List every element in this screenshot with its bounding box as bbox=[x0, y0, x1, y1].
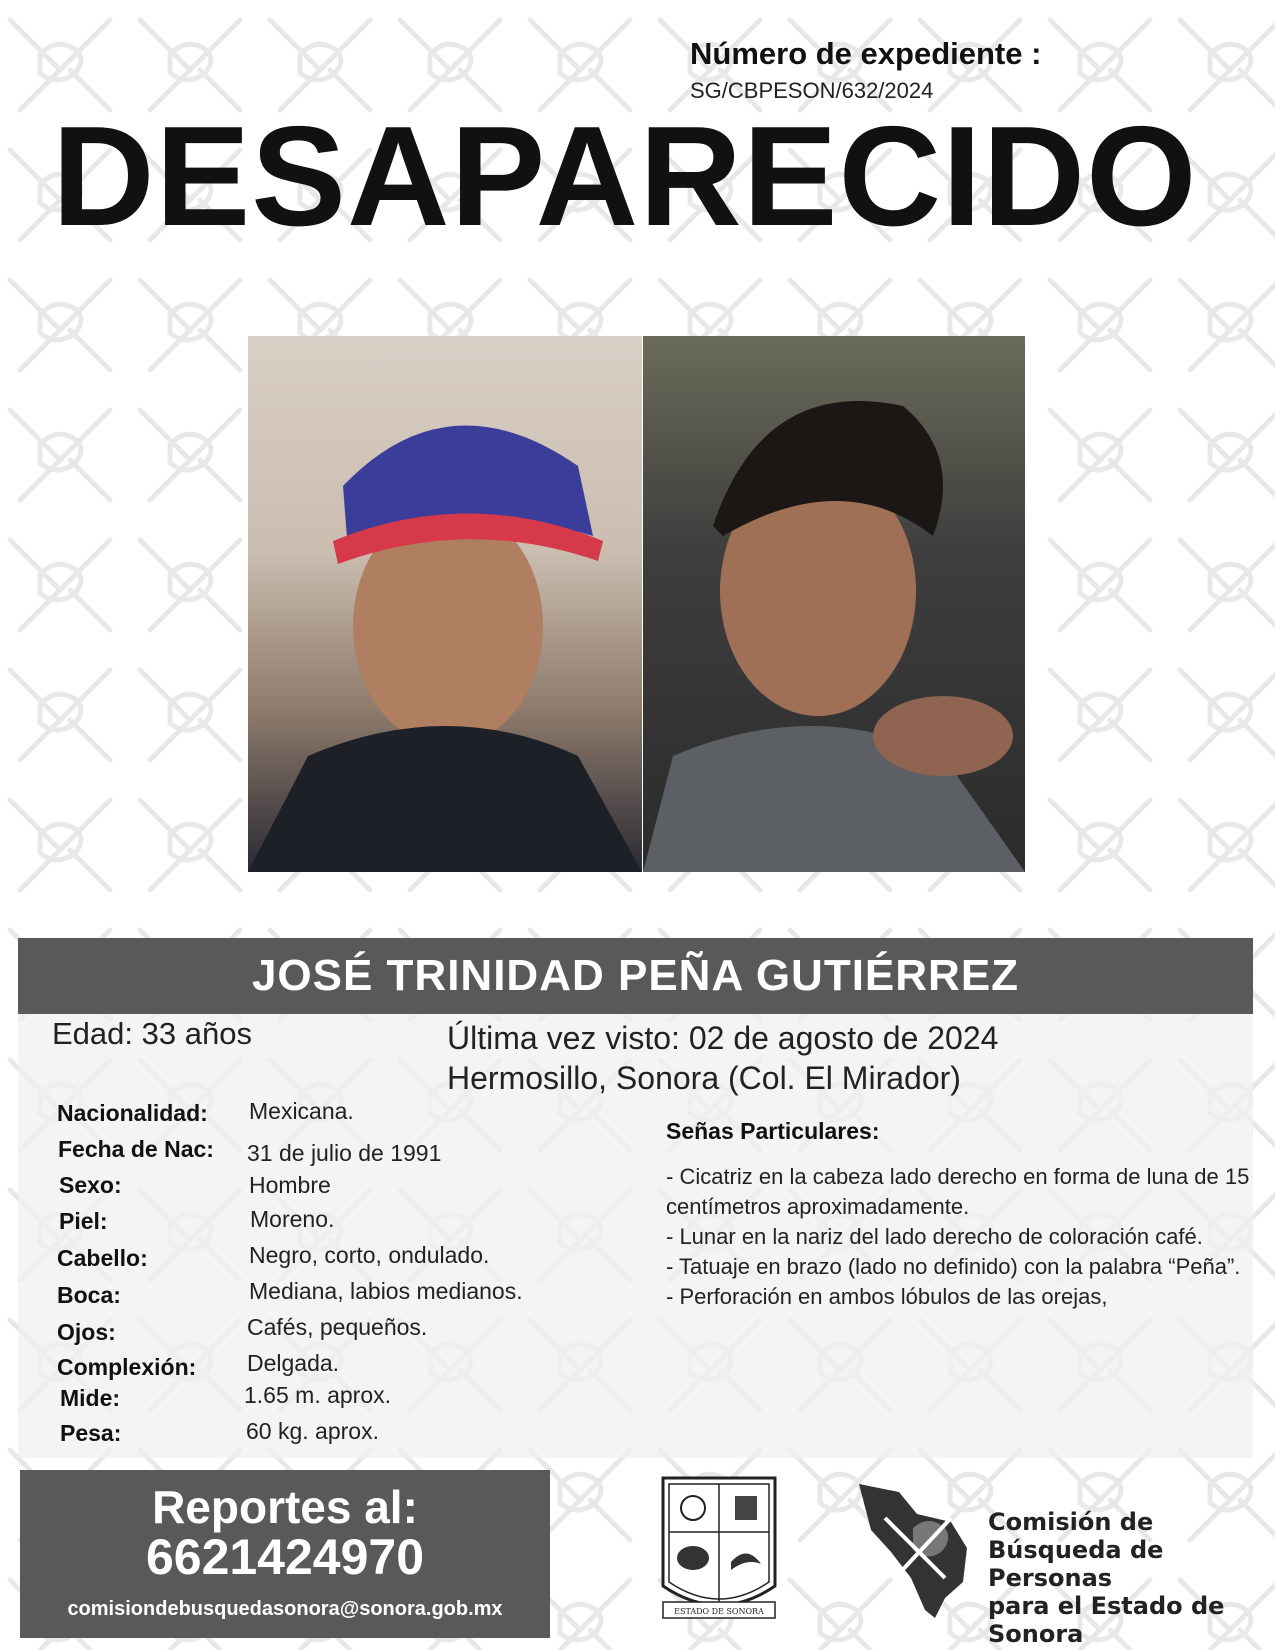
label-complexion: Complexión: bbox=[57, 1354, 197, 1380]
photo-giants-cap bbox=[248, 336, 642, 872]
commission-line: Comisión de bbox=[988, 1508, 1154, 1536]
value-boca: Mediana, labios medianos. bbox=[249, 1278, 523, 1304]
senas-item: - Lunar en la nariz del lado derecho de coloración café. bbox=[666, 1224, 1203, 1249]
value-fecha-nac: 31 de julio de 1991 bbox=[247, 1140, 442, 1166]
label-boca: Boca: bbox=[57, 1282, 121, 1308]
label-pesa: Pesa: bbox=[60, 1420, 122, 1446]
senas-item: - Tatuaje en brazo (lado no definido) con la palabra “Peña”. bbox=[666, 1254, 1241, 1279]
senas-item: - Cicatriz en la cabeza lado derecho en forma de luna de 15 centímetros aproximadamente. bbox=[666, 1164, 1250, 1219]
last-seen-block bbox=[447, 1018, 998, 1098]
value-nacionalidad: Mexicana. bbox=[249, 1098, 354, 1124]
person-age: Edad: 33 años bbox=[52, 1016, 252, 1051]
commission-line: para el Estado de Sonora bbox=[988, 1592, 1225, 1648]
value-ojos: Cafés, pequeños. bbox=[247, 1314, 428, 1340]
seal-caption: ESTADO DE SONORA bbox=[674, 1607, 764, 1616]
label-piel: Piel: bbox=[59, 1208, 108, 1234]
value-mide: 1.65 m. aprox. bbox=[244, 1382, 392, 1408]
label-sexo: Sexo: bbox=[59, 1172, 122, 1198]
commission-line: Búsqueda de Personas bbox=[988, 1536, 1164, 1592]
commission-name bbox=[988, 1508, 1275, 1648]
label-ojos: Ojos: bbox=[57, 1319, 116, 1345]
label-fecha-nac: Fecha de Nac: bbox=[58, 1136, 214, 1162]
expediente-label: Número de expediente : bbox=[690, 36, 1042, 71]
person-name: JOSÉ TRINIDAD PEÑA GUTIÉRREZ bbox=[18, 938, 1253, 1014]
sonora-map-logo bbox=[855, 1478, 975, 1620]
photo-in-car bbox=[643, 336, 1025, 872]
expediente-number: SG/CBPESON/632/2024 bbox=[690, 78, 934, 103]
label-mide: Mide: bbox=[60, 1385, 121, 1411]
label-cabello: Cabello: bbox=[57, 1245, 148, 1271]
value-complexion: Delgada. bbox=[247, 1350, 340, 1376]
sonora-state-seal-logo bbox=[657, 1474, 781, 1620]
value-piel: Moreno. bbox=[250, 1206, 335, 1232]
senas-item: - Perforación en ambos lóbulos de las orejas, bbox=[666, 1284, 1108, 1309]
report-label: Reportes al: bbox=[152, 1481, 418, 1533]
value-cabello: Negro, corto, ondulado. bbox=[249, 1242, 490, 1268]
value-pesa: 60 kg. aprox. bbox=[246, 1418, 379, 1444]
senas-list bbox=[666, 1162, 1254, 1312]
last-seen-date: Última vez visto: 02 de agosto de 2024 bbox=[447, 1020, 999, 1056]
report-box bbox=[20, 1470, 550, 1638]
headline-desaparecido: DESAPARECIDO bbox=[52, 97, 1198, 256]
value-sexo: Hombre bbox=[249, 1172, 331, 1198]
report-phone[interactable]: 6621424970 bbox=[145, 1529, 425, 1585]
report-email[interactable]: comisiondebusquedasonora@sonora.gob.mx bbox=[67, 1598, 503, 1620]
last-seen-place: Hermosillo, Sonora (Col. El Mirador) bbox=[447, 1060, 961, 1096]
senas-title: Señas Particulares: bbox=[666, 1118, 880, 1144]
label-nacionalidad: Nacionalidad: bbox=[57, 1100, 208, 1126]
